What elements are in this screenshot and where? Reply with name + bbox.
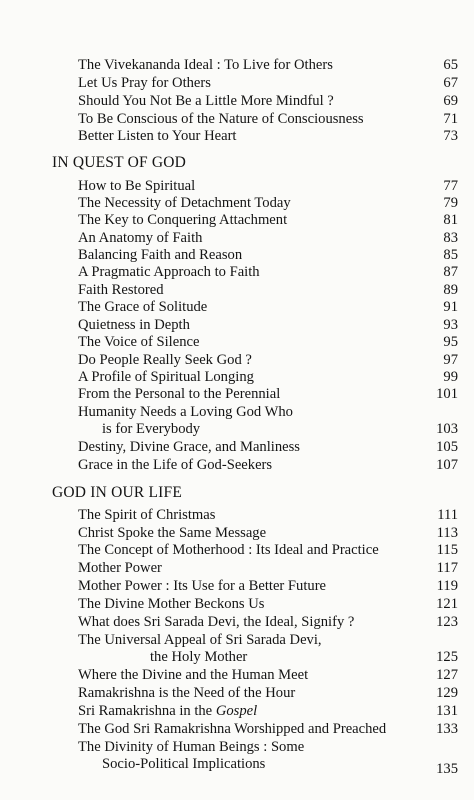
entry-title: Grace in the Life of God-Seekers bbox=[78, 457, 273, 473]
entry-title: From the Personal to the Perennial bbox=[78, 386, 281, 402]
entry-title: The Universal Appeal of Sri Sarada Devi, bbox=[78, 632, 322, 648]
entry-page: 135 bbox=[436, 761, 458, 777]
entry-page: 69 bbox=[443, 93, 458, 109]
entry-page: 123 bbox=[436, 614, 458, 630]
entry-title: An Anatomy of Faith bbox=[78, 230, 203, 246]
entry-page: 111 bbox=[437, 507, 458, 523]
entry-title: Let Us Pray for Others bbox=[78, 75, 211, 91]
entry-page: 103 bbox=[436, 421, 458, 437]
toc-entry bbox=[78, 632, 458, 666]
entry-page: 67 bbox=[443, 75, 458, 91]
entry-title: What does Sri Sarada Devi, the Ideal, Signify ? bbox=[78, 614, 355, 630]
entry-title: A Profile of Spiritual Longing bbox=[78, 369, 254, 385]
entry-title: Balancing Faith and Reason bbox=[78, 247, 243, 263]
section-heading: GOD IN OUR LIFE bbox=[52, 484, 183, 501]
entry-title: The Voice of Silence bbox=[78, 334, 200, 350]
entry-page: 87 bbox=[443, 264, 458, 280]
entry-title: Faith Restored bbox=[78, 282, 164, 298]
entry-page: 105 bbox=[436, 439, 458, 455]
entry-title: To Be Conscious of the Nature of Consciousness bbox=[78, 111, 364, 127]
entry-page: 101 bbox=[436, 386, 458, 402]
entry-title: Where the Divine and the Human Meet bbox=[78, 667, 309, 683]
entry-title: Quietness in Depth bbox=[78, 317, 190, 333]
entry-page: 97 bbox=[443, 352, 458, 368]
entry-title: The Concept of Motherhood : Its Ideal and Practice bbox=[78, 542, 379, 558]
entry-page: 93 bbox=[443, 317, 458, 333]
entry-title-continued: Socio-Political Implications bbox=[102, 756, 266, 772]
entry-title: The Divine Mother Beckons Us bbox=[78, 596, 265, 612]
entry-page: 129 bbox=[436, 685, 458, 701]
entry-title: The Vivekananda Ideal : To Live for Others bbox=[78, 57, 333, 73]
entry-title: Mother Power : Its Use for a Better Future bbox=[78, 578, 327, 594]
entry-title: How to Be Spiritual bbox=[78, 178, 196, 194]
entry-page: 133 bbox=[436, 721, 458, 737]
entry-page: 119 bbox=[436, 578, 458, 594]
entry-page: 65 bbox=[443, 57, 458, 73]
entry-title: Destiny, Divine Grace, and Manliness bbox=[78, 439, 300, 455]
entry-page: 79 bbox=[443, 195, 458, 211]
entry-title: Sri Ramakrishna in the Gospel bbox=[78, 703, 258, 719]
entry-page: 131 bbox=[436, 703, 458, 719]
entry-title: The Spirit of Christmas bbox=[78, 507, 216, 523]
entry-page: 115 bbox=[436, 542, 458, 558]
entry-page: 125 bbox=[436, 649, 458, 665]
entry-page: 99 bbox=[443, 369, 458, 385]
entry-title: The Necessity of Detachment Today bbox=[78, 195, 291, 211]
section-heading: IN QUEST OF GOD bbox=[52, 154, 187, 171]
entry-title: Mother Power bbox=[78, 560, 162, 576]
entry-page: 81 bbox=[443, 212, 458, 228]
entry-page: 107 bbox=[436, 457, 458, 473]
entry-title-italic: Gospel bbox=[215, 703, 258, 719]
entry-title: The Grace of Solitude bbox=[78, 299, 208, 315]
entry-page: 71 bbox=[443, 111, 458, 127]
entry-title: Ramakrishna is the Need of the Hour bbox=[78, 685, 296, 701]
entry-page: 117 bbox=[436, 560, 458, 576]
entry-page: 89 bbox=[443, 282, 458, 298]
entry-title: The Divinity of Human Beings : Some bbox=[78, 739, 305, 755]
entry-page: 73 bbox=[443, 128, 458, 144]
entry-page: 77 bbox=[443, 178, 458, 194]
entry-title: Christ Spoke the Same Message bbox=[78, 525, 267, 541]
entry-title-continued: the Holy Mother bbox=[150, 649, 248, 665]
entry-title: The Key to Conquering Attachment bbox=[78, 212, 288, 228]
entry-title: Better Listen to Your Heart bbox=[78, 128, 237, 144]
toc-entry bbox=[78, 739, 458, 779]
entry-title: Humanity Needs a Loving God Who bbox=[78, 404, 293, 420]
entry-page: 113 bbox=[436, 525, 458, 541]
entry-title-continued: is for Everybody bbox=[102, 421, 201, 437]
entry-title: Do People Really Seek God ? bbox=[78, 352, 252, 368]
entry-page: 95 bbox=[443, 334, 458, 350]
entry-page: 127 bbox=[436, 667, 458, 683]
entry-page: 83 bbox=[443, 230, 458, 246]
entry-title: Should You Not Be a Little More Mindful ? bbox=[78, 93, 334, 109]
entry-page: 121 bbox=[436, 596, 458, 612]
entry-page: 91 bbox=[443, 299, 458, 315]
toc-entry bbox=[78, 404, 458, 438]
entry-title: The God Sri Ramakrishna Worshipped and Preached bbox=[78, 721, 387, 737]
entry-page: 85 bbox=[443, 247, 458, 263]
entry-title: A Pragmatic Approach to Faith bbox=[78, 264, 260, 280]
